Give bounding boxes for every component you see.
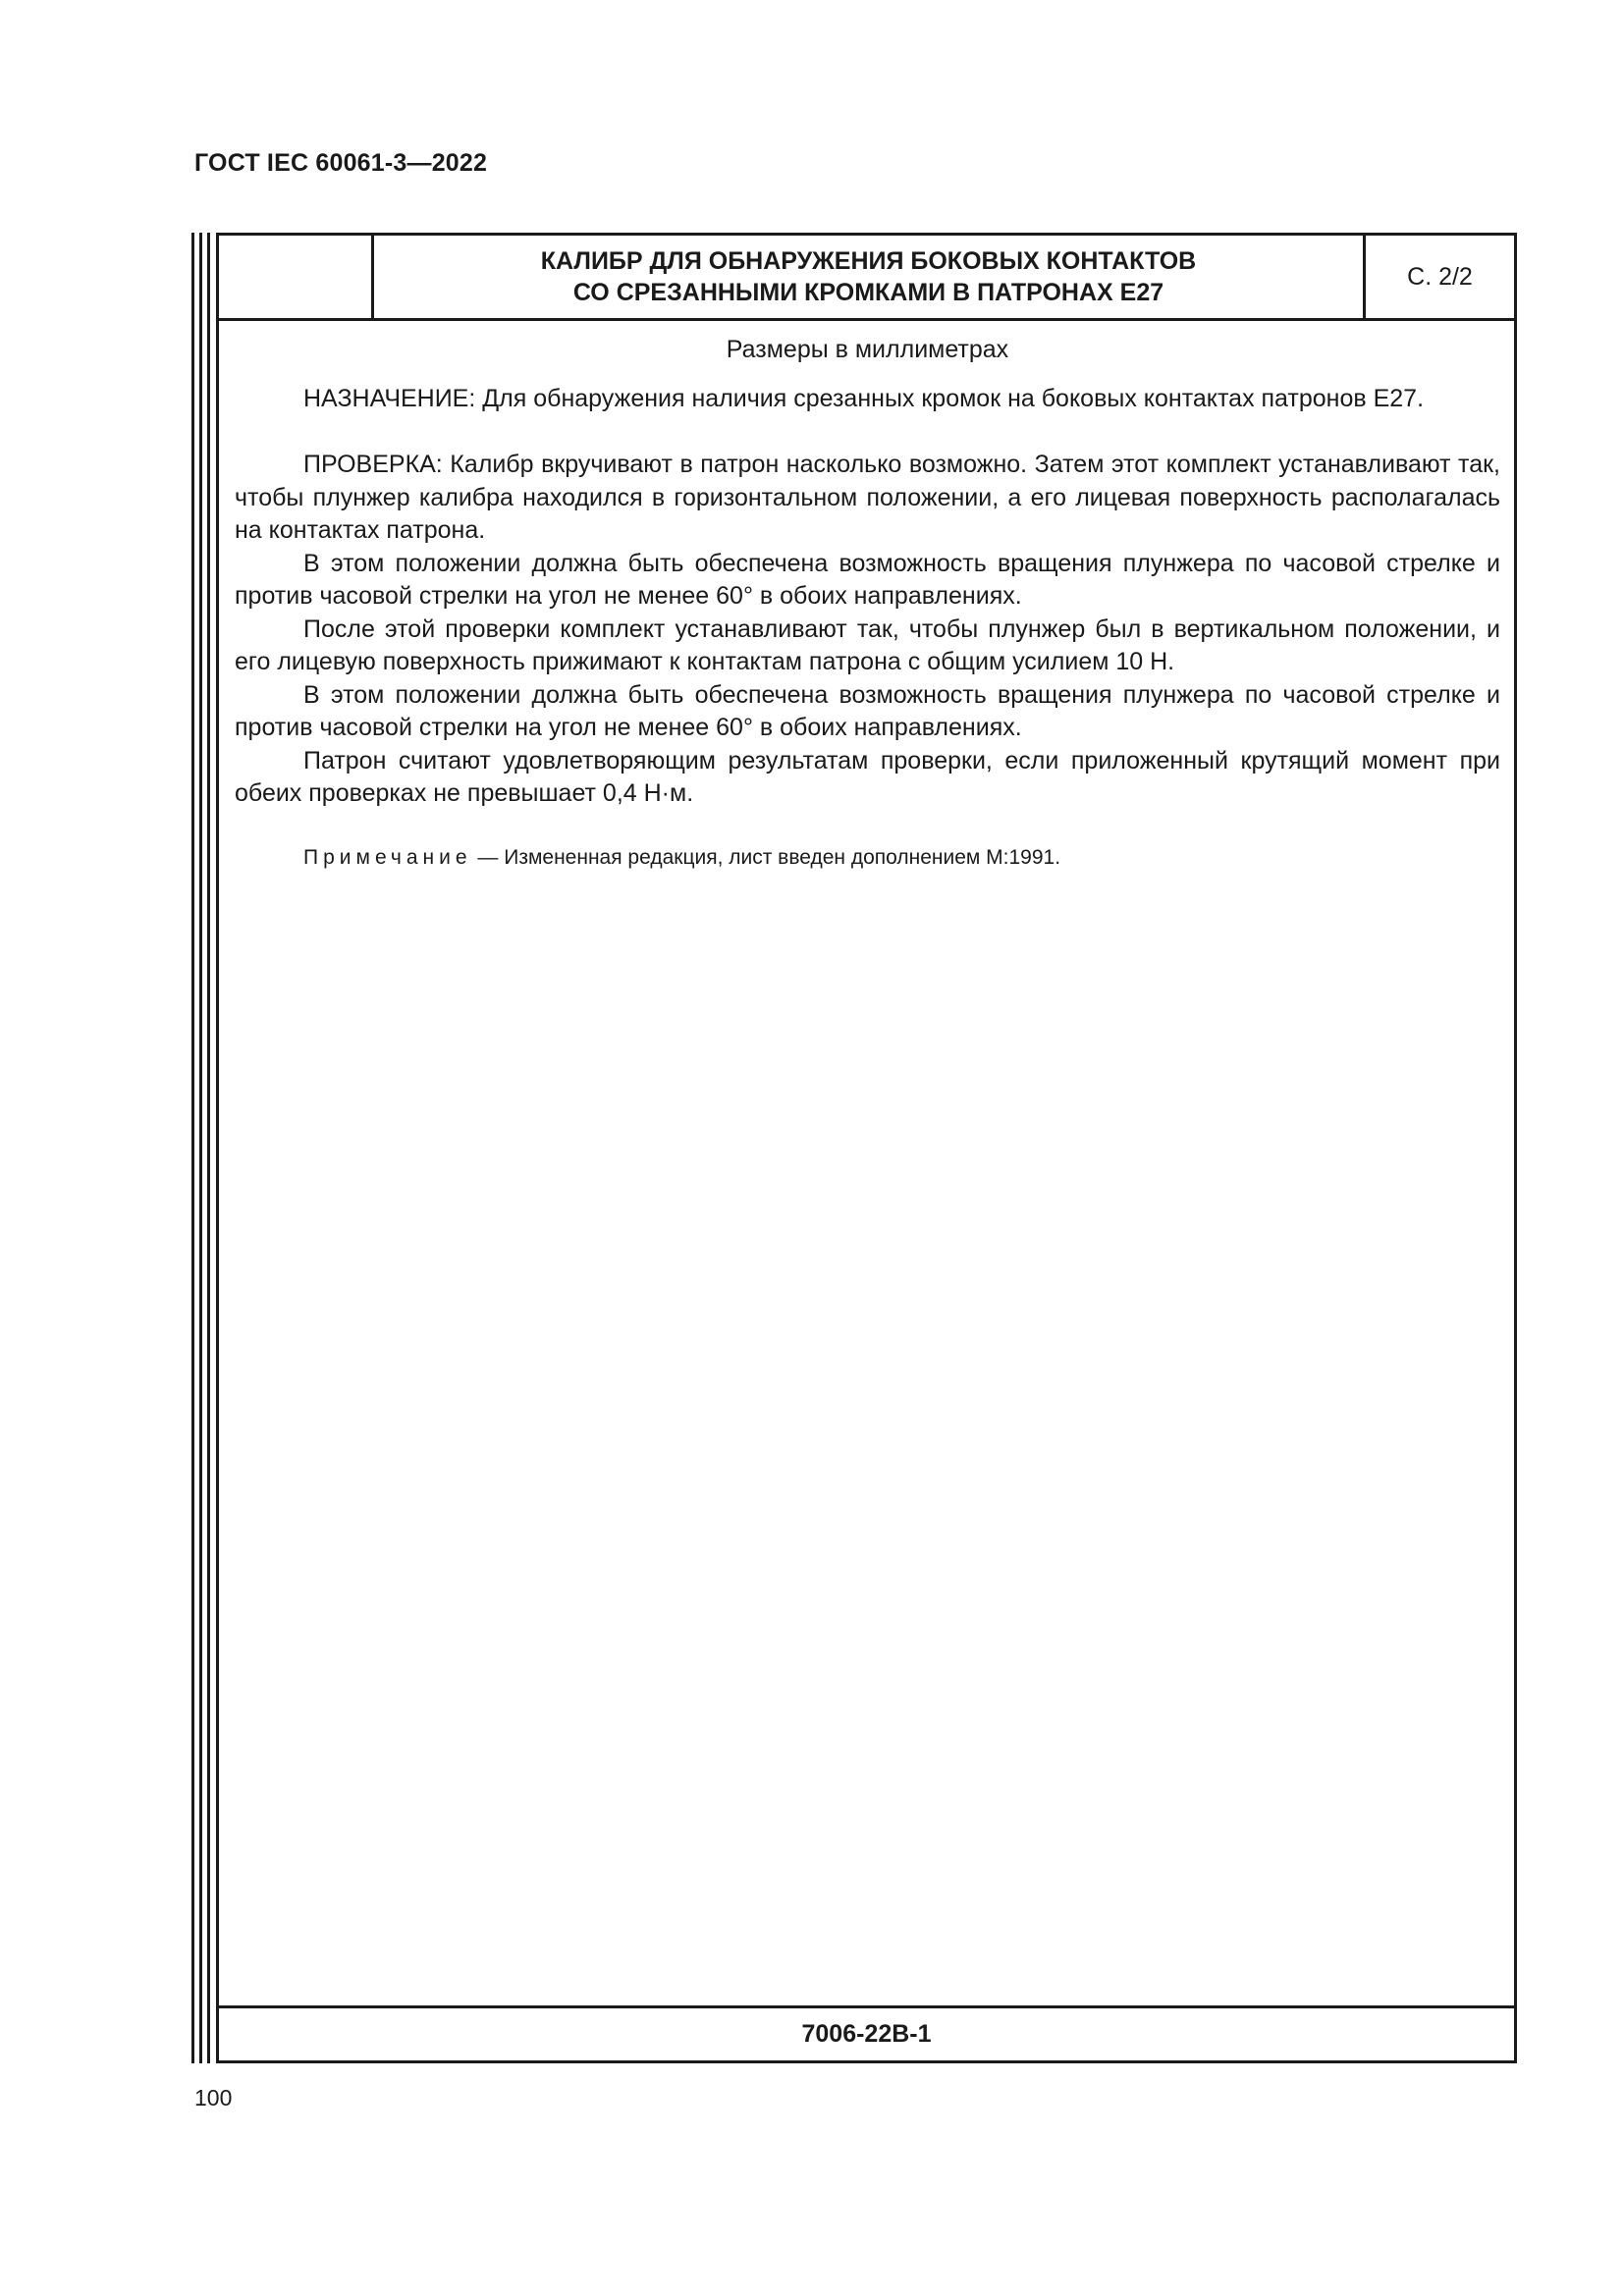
paragraph-spacer — [235, 415, 1500, 449]
units-note: Размеры в миллиметрах — [726, 336, 1009, 363]
sheet-title-line-2: СО СРЕЗАННЫМИ КРОМКАМИ В ПАТРОНАХ E27 — [572, 279, 1164, 306]
result-paragraph: Патрон считают удовлетворяющим результатам проверки, если приложенный крутящий момент при обеих проверках не превышает 0,4 Н·м. — [235, 746, 1500, 807]
margin-bar-middle — [199, 233, 202, 2063]
sheet-frame — [216, 233, 1517, 2063]
document-header: ГОСТ IEC 60061-3—2022 — [194, 149, 488, 177]
note-text: — Измененная редакция, лист введен дополнением M:1991. — [471, 845, 1061, 869]
rotation-paragraph-2: В этом положении должна быть обеспечена возможность вращения плунжера по часовой стрелке и против часовой стрелки на угол не менее 60° в обоих направлениях. — [235, 680, 1500, 741]
note-paragraph — [235, 844, 1500, 872]
title-block-empty-cell — [219, 236, 374, 318]
purpose-paragraph: НАЗНАЧЕНИЕ: Для обнаружения наличия срезанных кромок на боковых контактах патронов E27. — [303, 384, 1425, 412]
sheet-page-indicator: С. 2/2 — [1407, 262, 1473, 291]
sheet-content — [235, 334, 1500, 872]
sheet-code: 7006-22B-1 — [219, 2005, 1514, 2060]
rotation-paragraph-1: В этом положении должна быть обеспечена возможность вращения плунжера по часовой стрелке и против часовой стрелки на угол не менее 60° в обоих направлениях. — [235, 549, 1500, 610]
margin-bar-inner — [207, 233, 210, 2063]
check-paragraph: ПРОВЕРКА: Калибр вкручивают в патрон насколько возможно. Затем этот комплект устанавливают так, чтобы плунжер калибра находился в горизонтальном положении, а его лицевая поверхность располагалась на контактах патрона. — [235, 451, 1500, 544]
margin-bar-outer — [191, 233, 194, 2063]
note-label: Примечание — [303, 845, 472, 869]
page-number: 100 — [194, 2085, 233, 2110]
sheet-title — [374, 236, 1366, 318]
vertical-check-paragraph: После этой проверки комплект устанавливают так, чтобы плунжер был в вертикальном положении, и его лицевую поверхность прижимают к контактам патрона с общим усилием 10 Н. — [235, 614, 1500, 675]
title-block — [219, 236, 1514, 321]
sheet-title-line-1: КАЛИБР ДЛЯ ОБНАРУЖЕНИЯ БОКОВЫХ КОНТАКТОВ — [540, 247, 1197, 275]
